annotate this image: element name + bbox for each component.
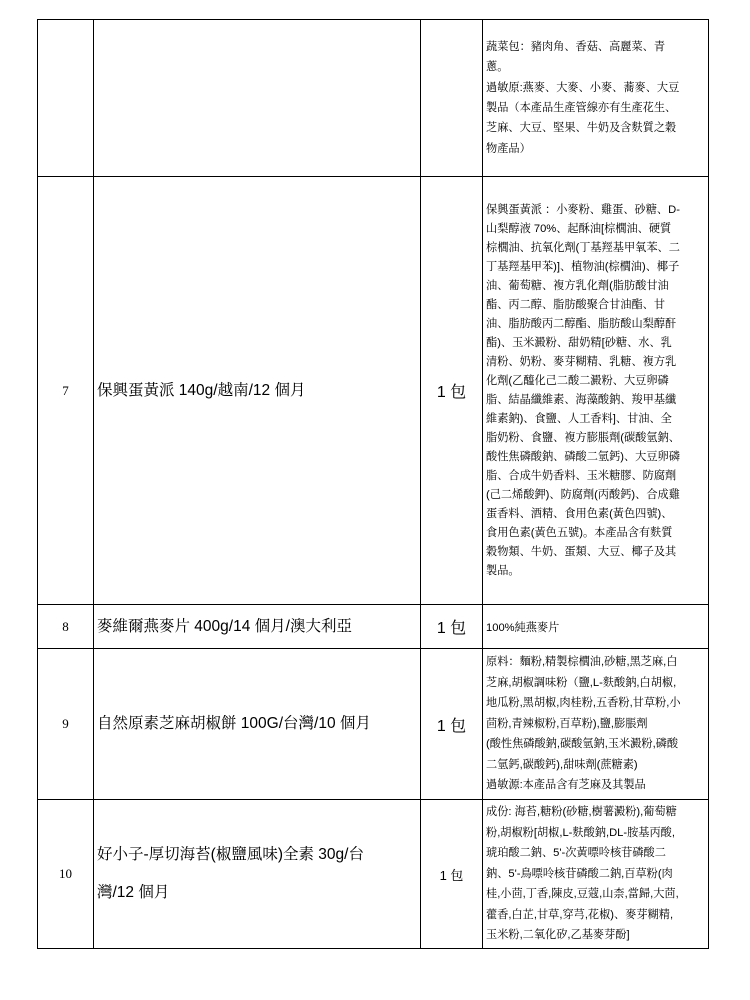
table-row	[38, 649, 709, 800]
item-name-line: 灣/12 個月	[97, 884, 170, 901]
item-ingredients-cell	[483, 20, 709, 177]
ingredient-line: 鈉、5'-鳥嘌呤核苷磷酸二鈉,百草粉(肉	[486, 867, 673, 880]
item-ingredients-cell	[483, 177, 709, 605]
item-number-cell: 10	[38, 800, 94, 949]
ingredient-line: (酸性焦磷酸鈉,碳酸氫鈉,玉米澱粉,磷酸	[486, 738, 679, 751]
table-row	[38, 177, 709, 605]
ingredient-line: 原料：麵粉,精製棕櫚油,砂糖,黑芝麻,白	[486, 656, 678, 669]
item-name-cell	[94, 20, 421, 177]
ingredient-line: 油、脂肪酸丙二醇酯、脂肪酸山梨醇酐	[486, 317, 677, 330]
ingredient-line: 脂奶粉、食鹽、複方膨脹劑(碳酸氫鈉、	[486, 431, 680, 444]
item-name-cell: 保興蛋黃派 140g/越南/12 個月	[94, 177, 421, 605]
ingredient-line: 化劑(乙醯化己二酸二澱粉、大豆卵磷	[486, 374, 669, 387]
ingredient-line: 地瓜粉,黑胡椒,肉桂粉,五香粉,甘草粉,小	[486, 697, 681, 710]
ingredient-line: 酸性焦磷酸鈉、磷酸二氫鈣)、大豆卵磷	[486, 450, 680, 463]
ingredient-line: 茴粉,青辣椒粉,百草粉),鹽,膨脹劑	[486, 717, 648, 730]
ingredient-line: 棕櫚油、抗氧化劑(丁基羥基甲氧苯、二	[486, 241, 680, 254]
ingredient-line: 酯、丙二醇、脂肪酸聚合甘油酯、甘	[486, 298, 666, 311]
item-name-cell	[94, 800, 421, 949]
item-ingredients-cell	[483, 605, 709, 649]
ingredient-line: 穀物類、牛奶、蛋類、大豆、椰子及其	[486, 545, 677, 558]
ingredient-line: 脂、結晶纖維素、海藻酸鈉、羧甲基纖	[486, 393, 677, 406]
item-name-cell: 自然原素芝麻胡椒餅 100G/台灣/10 個月	[94, 649, 421, 800]
ingredient-line: 二氫鈣,碳酸鈣),甜味劑(蔗糖素)	[486, 758, 638, 771]
ingredient-line: 芝麻、大豆、堅果、牛奶及含麩質之穀	[486, 122, 677, 135]
ingredient-line: 丁基羥基甲苯)]、植物油(棕櫚油)、椰子	[486, 260, 680, 273]
ingredient-line: 保興蛋黃派 ：小麥粉、雞蛋、砂糖、D-	[486, 203, 680, 216]
item-name-cell: 麥維爾燕麥片 400g/14 個月/澳大利亞	[94, 605, 421, 649]
table-row	[38, 800, 709, 949]
item-qty-cell	[421, 20, 483, 177]
ingredient-line: 食用色素(黃色五號)。本產品含有麩質	[486, 526, 673, 539]
ingredient-line: 粉,胡椒粉[胡椒,L-麩酸鈉,DL-胺基丙酸,	[486, 826, 675, 839]
ingredient-line: 成份: 海苔,糖粉(砂糖,樹薯澱粉),葡萄糖	[486, 806, 677, 819]
ingredient-line: 桂,小茴,丁香,陳皮,豆蔻,山柰,當歸,大茴,	[486, 888, 679, 901]
ingredient-line: 維素鈉)、食鹽、人工香料]、甘油、全	[486, 412, 672, 425]
ingredient-line: 山梨醇液 70%、起酥油[棕櫚油、硬質	[486, 222, 672, 235]
product-table	[37, 19, 709, 949]
ingredient-line: 油、葡萄糖、複方乳化劑(脂肪酸甘油	[486, 279, 669, 292]
ingredient-line: 琥珀酸二鈉、5'-次黃嘌呤核苷磷酸二	[486, 847, 666, 860]
ingredient-line: 酯)、玉米澱粉、甜奶精[砂糖、水、乳	[486, 336, 672, 349]
item-ingredients-cell	[483, 800, 709, 949]
item-number-cell: 9	[38, 649, 94, 800]
ingredient-line: 藿香,白芷,甘草,穿芎,花椒)、麥芽糊精,	[486, 908, 674, 921]
ingredient-line: 清粉、奶粉、麥芽糊精、乳糖、複方乳	[486, 355, 677, 368]
item-name-line: 好小子-厚切海苔(椒鹽風味)全素 30g/台	[97, 846, 364, 863]
ingredient-line: 製品。	[486, 564, 520, 577]
ingredient-line: 蛋香料、酒精、食用色素(黃色四號)、	[486, 507, 673, 520]
item-ingredients-cell	[483, 649, 709, 800]
ingredient-line: 蔥。	[486, 61, 509, 74]
ingredient-line: 芝麻,胡椒調味粉（鹽,L-麩酸鈉,白胡椒,	[486, 676, 677, 689]
ingredient-line: (己二烯酸鉀)、防腐劑(丙酸鈣)、合成雞	[486, 488, 680, 501]
item-qty-cell: 1 包	[421, 605, 483, 649]
ingredient-line: 過敏源:本產品含有芝麻及其製品	[486, 779, 646, 792]
item-qty-cell: 1 包	[421, 649, 483, 800]
ingredient-line: 脂、合成牛奶香料、玉米糖膠、防腐劑	[486, 469, 677, 482]
ingredient-line: 物產品）	[486, 142, 531, 155]
item-number-cell	[38, 20, 94, 177]
ingredient-line: 過敏原:燕麥、大麥、小麥、蕎麥、大豆	[486, 81, 680, 94]
ingredient-line: 蔬菜包：豬肉角、香菇、高麗菜、青	[486, 41, 666, 54]
item-number-cell: 8	[38, 605, 94, 649]
ingredient-line: 玉米粉,二氧化矽,乙基麥芽酚]	[486, 929, 630, 942]
table-row	[38, 605, 709, 649]
ingredient-line: 製品（本產品生產管線亦有生產花生、	[486, 102, 677, 114]
item-number-cell: 7	[38, 177, 94, 605]
item-qty-cell: 1 包	[421, 177, 483, 605]
item-qty-cell: 1 包	[421, 800, 483, 949]
ingredient-line: 100%純燕麥片	[486, 621, 560, 634]
table-row	[38, 20, 709, 177]
